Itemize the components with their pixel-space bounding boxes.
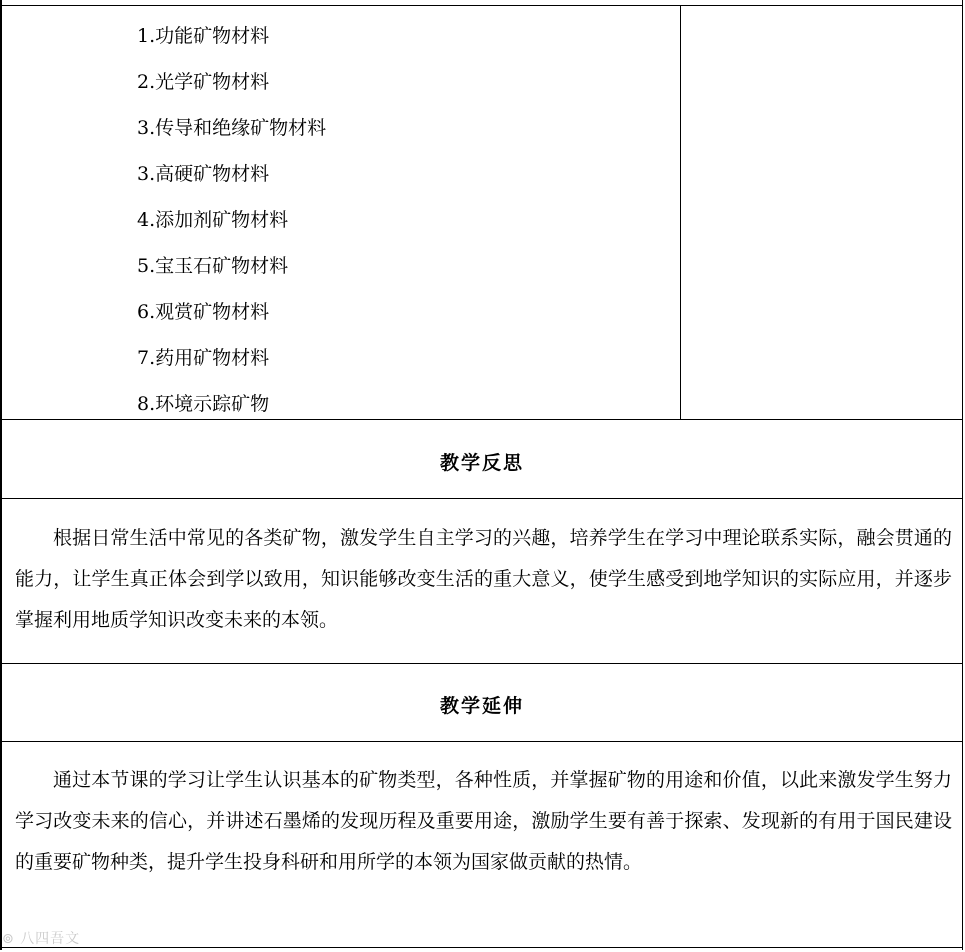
list-item: 6.观赏矿物材料 [137,301,270,323]
watermark-logo [2,928,80,948]
reflection-heading: 教学反思 [439,452,524,474]
row-divider [2,741,962,742]
list-item: 8.环境示踪矿物 [137,393,270,415]
list-item: 3.传导和绝缘矿物材料 [137,117,327,139]
extension-heading: 教学延伸 [439,695,524,717]
watermark-text: 八四吾文 [20,931,81,947]
row-divider [2,498,962,499]
table-bottom-border [2,947,962,948]
watermark-icon: ⊚ [2,931,15,947]
column-divider [680,5,681,419]
list-item: 1.功能矿物材料 [137,25,270,47]
list-item: 3.高硬矿物材料 [137,163,270,185]
list-item: 2.光学矿物材料 [137,71,270,93]
list-item: 5.宝玉石矿物材料 [137,255,289,277]
mineral-material-list [137,20,326,434]
extension-paragraph: 通过本节课的学习让学生认识基本的矿物类型，各种性质，并掌握矿物的用途和价值，以此来激发学生努力学习改变未来的信心，并讲述石墨烯的发现历程及重要用途，激励学生要有善于探索、发现新的有用于国民建设的重要矿物种类，提升学生投身科研和用所学的本领为国家做贡献的热情。 [15,769,952,873]
row-divider [2,419,962,420]
reflection-paragraph: 根据日常生活中常见的各类矿物，激发学生自主学习的兴趣，培养学生在学习中理论联系实际，融会贯通的能力，让学生真正体会到学以致用，知识能够改变生活的重大意义，使学生感受到地学知识的实际应用，并逐步掌握利用地质学知识改变未来的本领。 [15,527,952,631]
table-top-border [2,5,962,6]
list-item: 7.药用矿物材料 [137,347,270,369]
row-divider [2,663,962,664]
list-item: 4.添加剂矿物材料 [137,209,289,231]
